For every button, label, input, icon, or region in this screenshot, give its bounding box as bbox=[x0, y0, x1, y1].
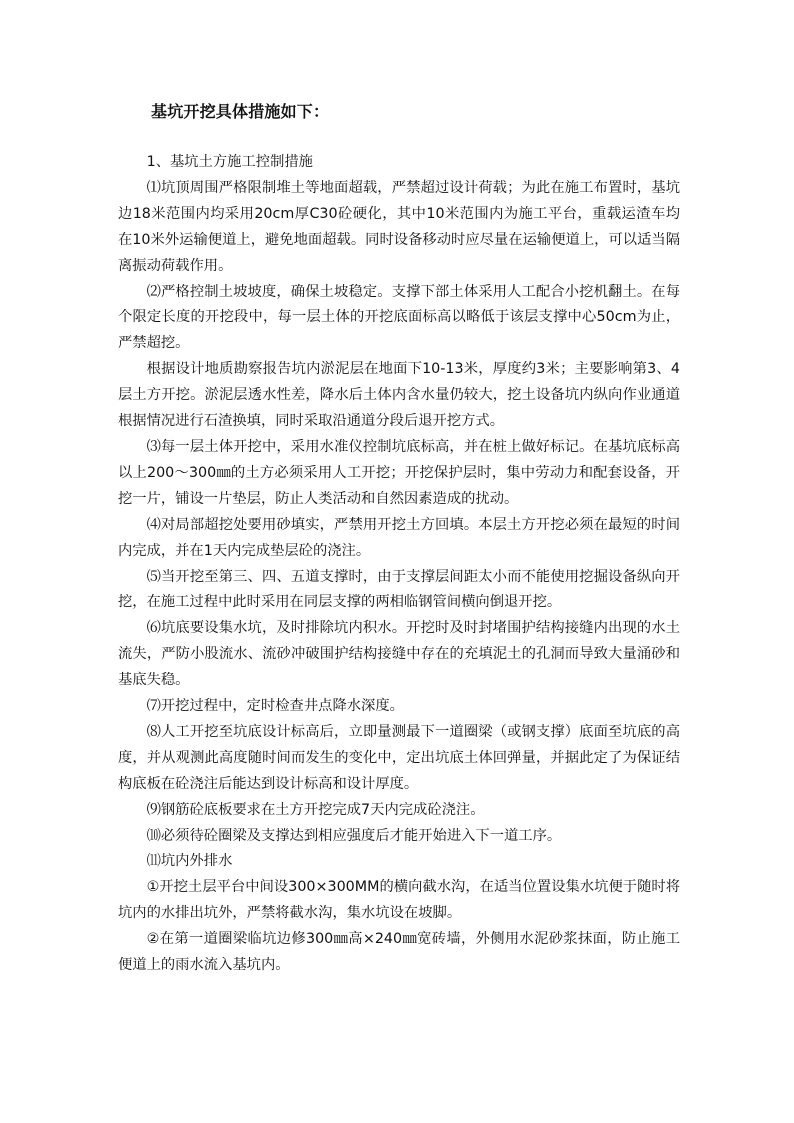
paragraph-6: ⑸当开挖至第三、四、五道支撑时，由于支撑层间距太小而不能使用挖掘设备纵向开挖，在施工过程中此时采用在同层支撑的两相临钢管间横向倒退开挖。 bbox=[118, 568, 680, 611]
document-heading: 基坑开挖具体措施如下： bbox=[151, 102, 330, 121]
paragraph-1: ⑴坑顶周围严格限制堆土等地面超载，严禁超过设计荷载；为此在施工布置时，基坑边18米范围内均采用20cm厚C30砼硬化，其中10米范围内为施工平台，重载运渣车均在10米外运输便道上，避免地面超载。同时设备移动时应尽量在运输便道上，可以适当隔离振动荷载作用。 bbox=[118, 179, 680, 274]
paragraph-13: ①开挖土层平台中间设300×300MM的横向截水沟，在适当位置设集水坑便于随时将坑内的水排出坑外，严禁将截水沟，集水坑设在坡脚。 bbox=[118, 879, 680, 922]
paragraph-4: ⑶每一层土体开挖中，采用水准仪控制坑底标高，并在桩上做好标记。在基坑底标高以上200～300㎜的土方必须采用人工开挖；开挖保护层时，集中劳动力和配套设备，开挖一片，铺设一片垫层，防止人类活动和自然因素造成的扰动。 bbox=[118, 438, 680, 507]
paragraph-3: 根据设计地质勘察报告坑内淤泥层在地面下10-13米，厚度约3米；主要影响第3、4层土方开挖。淤泥层透水性差，降水后土体内含水量仍较大，挖土设备坑内纵向作业通道根据情况进行石渣换填，同时采取沿通道分段后退开挖方式。 bbox=[118, 361, 680, 430]
paragraph-12: ⑾坑内外排水 bbox=[146, 853, 233, 870]
paragraph-5: ⑷对局部超挖处要用砂填实，严禁用开挖土方回填。本层土方开挖必须在最短的时间内完成，并在1天内完成垫层砼的浇注。 bbox=[118, 516, 680, 559]
paragraph-10: ⑼钢筋砼底板要求在土方开挖完成7天内完成砼浇注。 bbox=[146, 801, 485, 818]
paragraph-2: ⑵严格控制土坡坡度，确保土坡稳定。支撑下部土体采用人工配合小挖机翻土。在每个限定长度的开挖段中，每一层土体的开挖底面标高以略低于该层支撑中心50cm为止，严禁超挖。 bbox=[118, 283, 680, 352]
paragraph-14: ②在第一道圈梁临坑边修300㎜高×240㎜宽砖墙，外侧用水泥砂浆抹面，防止施工便道上的雨水流入基坑内。 bbox=[118, 931, 680, 974]
section-title: 1、基坑土方施工控制措施 bbox=[146, 154, 313, 170]
paragraph-11: ⑽必须待砼圈梁及支撑达到相应强度后才能开始进入下一道工序。 bbox=[146, 827, 562, 844]
paragraph-8: ⑺开挖过程中，定时检查井点降水深度。 bbox=[146, 698, 404, 715]
document-body bbox=[118, 150, 680, 979]
paragraph-9: ⑻人工开挖至坑底设计标高后，立即量测最下一道圈梁（或钢支撑）底面至坑底的高度，并从观测此高度随时间而发生的变化中，定出坑底土体回弹量，并据此定了为保证结构底板在砼浇注后能达到设计标高和设计厚度。 bbox=[118, 723, 680, 792]
paragraph-7: ⑹坑底要设集水坑，及时排除坑内积水。开挖时及时封堵围护结构接缝内出现的水土流失，严防小股流水、流砂冲破围护结构接缝中存在的充填泥土的孔洞而导致大量涌砂和基底失稳。 bbox=[118, 620, 680, 689]
